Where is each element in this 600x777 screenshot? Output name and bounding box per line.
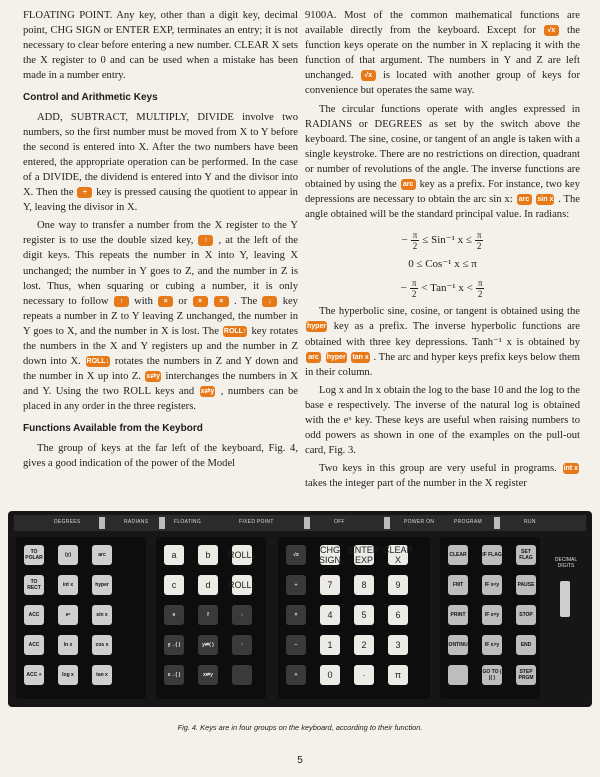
heading-control-arithmetic: Control and Arithmetic Keys xyxy=(23,92,158,104)
keyboard-key[interactable]: GO TO ( )( ) xyxy=(482,665,502,685)
down-arrow-key-icon: ↓ xyxy=(262,296,277,307)
keyboard-key[interactable]: 8 xyxy=(354,575,374,595)
keyboard-key[interactable]: ↓ xyxy=(232,605,252,625)
keyboard-key[interactable]: x→( ) xyxy=(164,665,184,685)
equation-arctan: − $\frac{\pi}{2}$ < Tan⁻¹ x < $\frac{\pi}{2}$ xyxy=(400,277,483,299)
keyboard-key[interactable]: ln x xyxy=(58,635,78,655)
keyboard-key[interactable]: + xyxy=(286,665,306,685)
keyboard-key[interactable]: 5 xyxy=(354,605,374,625)
keyboard-key[interactable]: 0 xyxy=(320,665,340,685)
switch-label: DEGREES xyxy=(54,519,81,525)
switch-label: FLOATING xyxy=(174,519,202,525)
switch-label: POWER ON xyxy=(404,519,435,525)
multiply-key-icon: × xyxy=(158,296,173,307)
paragraph-log: Log x and ln x obtain the log to the base 10 and the log to the base e respectively. The inverse of the natural log is obtained with the eˣ key. These keys are useful when raising numbers to odd powers as shown in one of the examples on the pull-out card, Fig. 3. xyxy=(305,384,580,457)
switch-label: FIXED POINT xyxy=(239,519,274,525)
keyboard-key[interactable]: e xyxy=(164,605,184,625)
arc-key-icon: arc xyxy=(517,194,532,205)
keyboard-key[interactable]: CHG SIGN xyxy=(319,545,342,565)
keyboard-key[interactable]: 1 xyxy=(320,635,340,655)
keyboard-key[interactable]: π xyxy=(388,665,408,685)
right-column xyxy=(305,8,580,494)
arc-key-icon: arc xyxy=(306,352,321,363)
hyper-key-icon: hyper xyxy=(326,353,346,361)
keyboard-key[interactable]: PAUSE xyxy=(516,575,536,595)
keyboard-key[interactable]: hyper xyxy=(92,575,112,595)
keyboard-key[interactable]: END xyxy=(516,635,536,655)
paragraph-functions: The group of keys at the far left of the keyboard, Fig. 4, gives a good indication of the power of the Model xyxy=(23,442,298,469)
paragraph-circular: The circular functions operate with angles expressed in RADIANS or DEGREES as set by the switch above the keyboard. The sine, cosine, or tangent of an angle is taken with a single keystroke. There are no restrictions on direction, quadrant or number of revolutions of the angle. The inverse functions are obtained by using the arc key as a prefix. For instance, two key depressions are necessary to obtain the arc sin x: arc sin x . The angle obtained will be the standard principal value. In radians: xyxy=(305,103,581,221)
keyboard-key[interactable]: ACC + xyxy=(24,665,44,685)
keyboard-key[interactable]: 3 xyxy=(388,635,408,655)
divide-key-icon: ÷ xyxy=(77,187,92,198)
int-x-key-icon: int x xyxy=(563,465,578,473)
keyboard-key[interactable]: b xyxy=(198,545,218,565)
keyboard-key[interactable]: ENTER EXP xyxy=(348,545,380,565)
keyboard-key[interactable]: − xyxy=(286,635,306,655)
paragraph-functions-cont: 9100A. Most of the common mathematical functions are available directly from the keyboard. Except for √x the function keys operate on the number in X replacing it with the function of that argument. The numbers in Y and Z are left unchanged. √x is located with another group of keys for convenience but operates the same way. xyxy=(305,10,580,97)
keyboard-key[interactable]: TO RECT xyxy=(24,575,44,595)
equations xyxy=(305,228,580,300)
keyboard-key[interactable]: c xyxy=(164,575,184,595)
keyboard-key[interactable]: eˣ xyxy=(58,605,78,625)
keyboard-key[interactable]: d xyxy=(198,575,218,595)
paragraph-transfer: One way to transfer a number from the X register to the Y register is to use the double sized key, ↑ , at the left of the digit keys. This repeats the number in X into Y, leaving X unchanged; the number in Y goes to Z, and the number in Z is lost. Thus, when squaring or cubing a number, it is only necessary to follow ↑ with × or × × . The ↓ key repeats a number in Z to Y leaving Z unchanged, the number in Y goes to X, and the number in X is lost. The ROLL↑ key rotates the numbers in the X and Y registers up and the number in Z down into X. ROLL↓ rotates the numbers in Z and Y down and the number in X up into Z. x⇄y interchanges the numbers in X and Y. Using the two ROLL keys and x⇄y , numbers can be placed in any order in the three registers. xyxy=(23,220,299,413)
keyboard-key[interactable]: SET FLAG xyxy=(516,545,536,565)
keyboard-key[interactable]: log x xyxy=(58,665,78,685)
equation-arcsin: − $\frac{\pi}{2}$ ≤ Sin⁻¹ x ≤ $\frac{\pi}{2}$ xyxy=(401,229,482,251)
keyboard-key[interactable]: STOP xyxy=(516,605,536,625)
paragraph-arithmetic: ADD, SUBTRACT, MULTIPLY, DIVIDE involve two numbers, so the first number must be moved from X to Y before the second is entered into X. After the two numbers have been entered, the appropriate operation can be performed. In the case of a DIVIDE, the dividend is entered into Y and the divisor into X. Then the ÷ key is pressed causing the quotient to appear in Y, leaving the divisor in X. xyxy=(23,111,298,214)
up-arrow-key-icon: ↑ xyxy=(114,296,129,307)
keyboard-key[interactable]: IF x<y xyxy=(482,575,502,595)
keyboard-key[interactable]: 7 xyxy=(320,575,340,595)
up-arrow-key-icon: ↑ xyxy=(198,235,213,246)
arc-key-icon: arc xyxy=(401,179,416,190)
keyboard-key[interactable]: × xyxy=(286,605,306,625)
decimal-digits-label: DECIMAL DIGITS xyxy=(554,557,578,569)
paragraph-programs: Two keys in this group are very useful in programs. int x takes the integer part of the number in the X register xyxy=(305,463,578,490)
keyboard-key[interactable]: a xyxy=(164,545,184,565)
keyboard-key[interactable]: CONTINUE xyxy=(448,635,468,655)
tan-key-icon: tan x xyxy=(352,353,369,361)
multiply-key-icon: × xyxy=(214,296,229,307)
switch-strip xyxy=(14,515,586,531)
keyboard-key[interactable]: IF x>y xyxy=(482,635,502,655)
keyboard-key[interactable]: PRINT xyxy=(448,605,468,625)
sqrt-key-icon: √x xyxy=(361,70,376,81)
keyboard-key[interactable]: 9 xyxy=(388,575,408,595)
sin-key-icon: sin x xyxy=(537,196,554,204)
roll-down-key-icon: ROLL↓ xyxy=(86,358,110,366)
key-group-storage xyxy=(156,537,266,699)
keyboard-key[interactable]: STEP PRGM xyxy=(516,665,536,685)
left-column xyxy=(23,8,298,474)
keyboard-key[interactable]: FMT xyxy=(448,575,468,595)
keyboard-key[interactable]: ROLL↑ xyxy=(232,575,252,595)
switch-label: RADIANS xyxy=(124,519,149,525)
swap-xy-key-icon: x⇄y xyxy=(146,373,161,381)
toggle-switch[interactable] xyxy=(99,517,105,529)
keyboard-key[interactable]: 4 xyxy=(320,605,340,625)
equation-arccos: 0 ≤ Cos⁻¹ x ≤ π xyxy=(408,257,477,270)
keyboard-key[interactable]: int x xyxy=(58,575,78,595)
keyboard-key[interactable]: IF x=y xyxy=(482,605,502,625)
keyboard-key[interactable]: y→( ) xyxy=(164,635,184,655)
keyboard-key[interactable]: 6 xyxy=(388,605,408,625)
figure-caption: Fig. 4. Keys are in four groups on the keyboard, according to their function. xyxy=(177,723,423,732)
keyboard-key[interactable] xyxy=(448,665,468,685)
keyboard-photo xyxy=(8,511,592,707)
keyboard-key[interactable]: arc xyxy=(92,545,112,565)
keyboard-key[interactable] xyxy=(232,665,252,685)
keyboard-key[interactable]: 2 xyxy=(354,635,374,655)
paragraph-hyperbolic: The hyperbolic sine, cosine, or tangent is obtained using the hyper key as a prefix. The inverse hyperbolic functions are obtained with three key depressions. Tanh⁻¹ x is obtained by arc hyper tan x . The arc and hyper keys prefix keys below them in their column. xyxy=(305,306,581,378)
switch-label: OFF xyxy=(334,519,345,525)
keyboard-key[interactable]: √x xyxy=(286,545,306,565)
keyboard-key[interactable]: CLEAR X xyxy=(383,545,414,565)
paragraph-floating-point: FLOATING POINT. Any key, other than a digit key, decimal point, CHG SIGN or ENTER EXP, terminates an entry; it is not necessary to clear before entering a new number. CLEAR X sets the X register to 0 and can be used when a mistake has been made in a number entry. xyxy=(23,10,298,82)
toggle-switch[interactable] xyxy=(304,517,310,529)
keyboard-key[interactable]: ACC xyxy=(24,605,44,625)
keyboard-key[interactable]: ↑ xyxy=(232,635,252,655)
keyboard-key[interactable]: CLEAR xyxy=(448,545,468,565)
keyboard-key[interactable]: ÷ xyxy=(286,575,306,595)
toggle-switch[interactable] xyxy=(384,517,390,529)
toggle-switch[interactable] xyxy=(494,517,500,529)
heading-functions: Functions Available from the Keybord xyxy=(23,423,203,435)
roll-up-key-icon: ROLL↑ xyxy=(223,327,247,335)
keyboard-key[interactable]: tan x xyxy=(92,665,112,685)
key-group-program xyxy=(440,537,540,699)
keyboard-key[interactable]: cos x xyxy=(92,635,112,655)
keyboard-key[interactable]: IF FLAG xyxy=(482,545,502,565)
keyboard-key[interactable]: y⇄( ) xyxy=(198,635,218,655)
keyboard-key[interactable]: x⇄y xyxy=(198,665,218,685)
keyboard-key[interactable]: · xyxy=(354,665,374,685)
key-group-functions xyxy=(16,537,146,699)
switch-label: PROGRAM xyxy=(454,519,482,525)
keyboard-key[interactable]: ACC xyxy=(24,635,44,655)
hyper-key-icon: hyper xyxy=(307,323,327,331)
page-number: 5 xyxy=(297,755,303,766)
keyboard-key[interactable]: sin x xyxy=(92,605,112,625)
keyboard-key[interactable]: (y) xyxy=(58,545,78,565)
keyboard-key[interactable]: TO POLAR xyxy=(24,545,44,565)
decimal-digits-wheel xyxy=(560,581,570,617)
keyboard-key[interactable]: f xyxy=(198,605,218,625)
toggle-switch[interactable] xyxy=(159,517,165,529)
switch-label: RUN xyxy=(524,519,536,525)
key-group-digits xyxy=(278,537,430,699)
swap-xy-key-icon: x⇄y xyxy=(200,388,215,396)
multiply-key-icon: × xyxy=(193,296,208,307)
keyboard-key[interactable]: ROLL↓ xyxy=(232,545,252,565)
sqrt-key-icon: √x xyxy=(544,25,559,36)
